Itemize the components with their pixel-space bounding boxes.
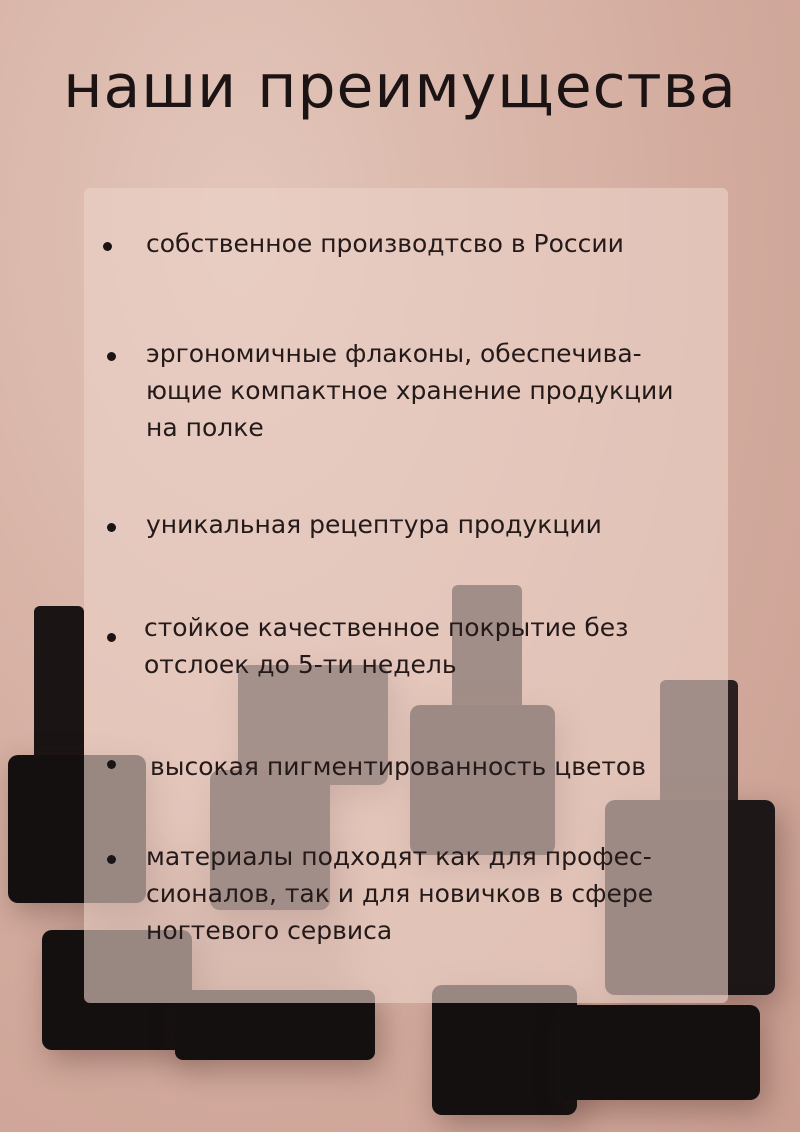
advantage-text-5: высокая пигментированность цветов [150,752,646,781]
bullet-icon [107,352,116,361]
advantage-text-4: стойкое качественное покрытие без отслоек до 5-ти недель [144,613,629,679]
bullet-icon [107,855,116,864]
bullet-icon [103,242,112,251]
bullet-icon [107,760,116,769]
bullet-icon [107,633,116,642]
advantage-text-6: материалы подходят как для профес- сионалов, так и для новичков в сфере ногтевого сервиса [146,842,654,945]
bullet-icon [107,523,116,532]
page-title: наши преимущества [63,52,737,122]
advantage-text-1: собственное производтсво в России [146,229,624,258]
advantages-panel [84,188,728,1003]
advantage-text-3: уникальная рецептура продукции [146,510,602,539]
advantage-text-2: эргономичные флаконы, обеспечива- ющие компактное хранение продукции на полке [146,339,674,442]
